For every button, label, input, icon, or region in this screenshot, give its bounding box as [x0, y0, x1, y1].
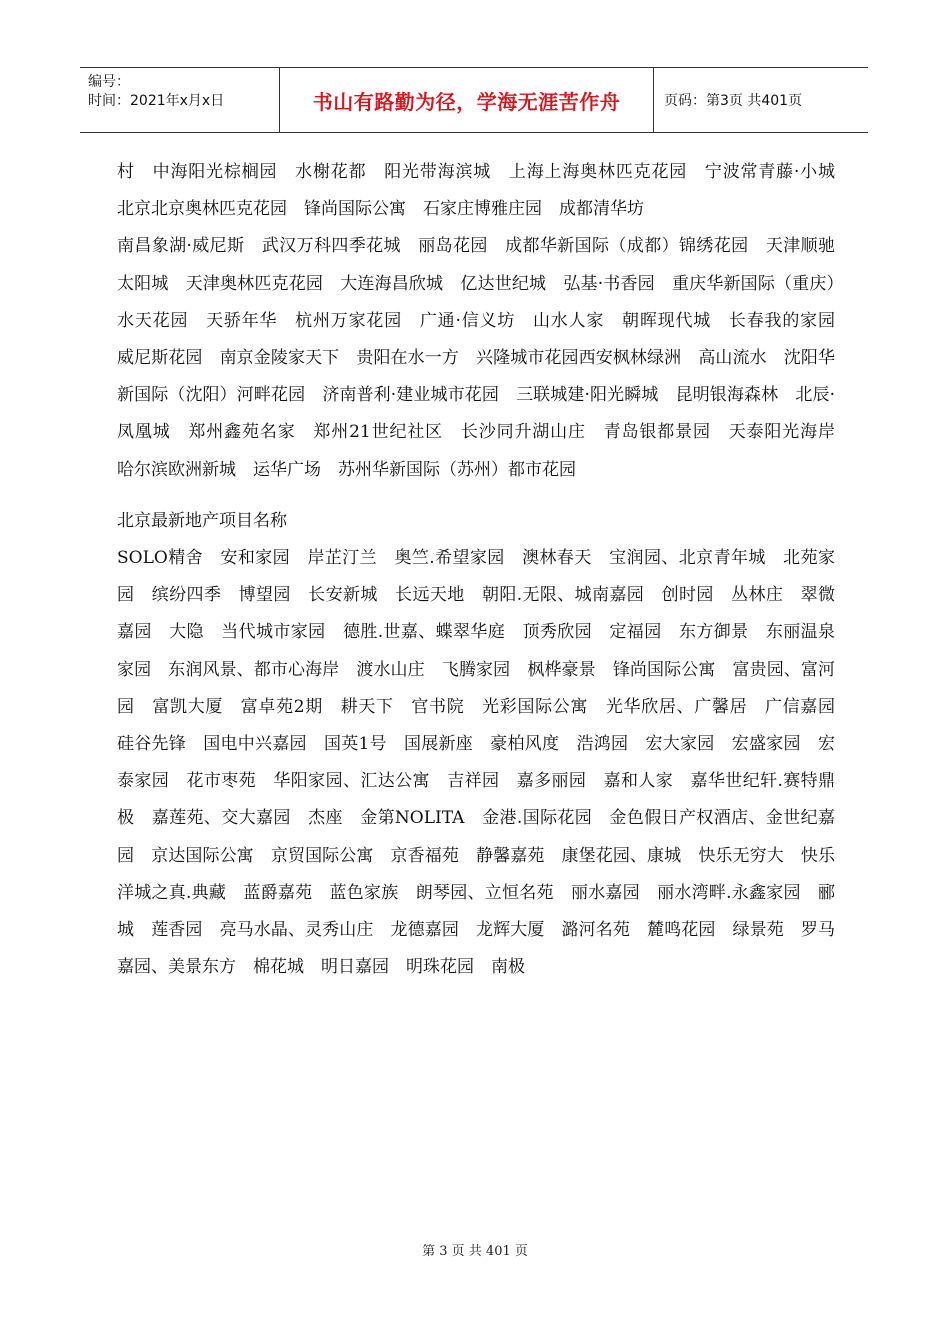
body-paragraph-3: SOLO精舍 安和家园 岸芷汀兰 奥竺.希望家园 澳林春天 宝润园、北京青年城 北苑家园 缤纷四季 博望园 长安新城 长远天地 朝阳.无限、城南嘉园 创时园 丛林庄 翠微嘉园 大隐 当代城市家园 德胜.世嘉、蝶翠华庭 顶秀欣园 定福园 东方御景 东丽温泉家园 东润风景、都市心海岸 渡水山庄 飞腾家园 枫桦豪景 锋尚国际公寓 富贵园、富河园 富凯大厦 富卓苑2期 耕天下 官书院 光彩国际公寓 光华欣居、广馨居 广信嘉园 硅谷先锋 国电中兴嘉园 国英1号 国展新座 豪柏风度 浩鸿园 宏大家园 宏盛家园 宏泰家园 花市枣苑 华阳家园、汇达公寓 吉祥园 嘉多丽园 嘉和人家 嘉华世纪轩.赛特鼎极 嘉莲苑、交大嘉园 杰座 金第NOLITA 金港.国际花园 金色假日产权酒店、金世纪嘉园 京达国际公寓 京贸国际公寓 京香福苑 静馨嘉苑 康堡花园、康城 快乐无穷大 快乐洋城之真.典藏 蓝爵嘉苑 蓝色家族 朗琴园、立恒名苑 丽水嘉园 丽水湾畔.永鑫家园 郦城 莲香园 亮马水晶、灵秀山庄 龙德嘉园 龙辉大厦 潞河名苑 麓鸣花园 绿景苑 罗马嘉园、美景东方 棉花城 明日嘉园 明珠花园 南极	[117, 548, 852, 978]
header-time-label: 时间：2021年x月x日	[88, 93, 225, 109]
header-motto: 书山有路勤为径，学海无涯苦作舟	[280, 68, 654, 132]
document-body	[117, 154, 852, 986]
document-header	[80, 67, 868, 133]
header-page-code: 页码：第3页 共401页	[664, 93, 803, 109]
body-paragraph-1: 村 中海阳光棕榈园 水榭花都 阳光带海滨城 上海上海奥林匹克花园 宁波常青藤·小城 北京北京奥林匹克花园 锋尚国际公寓 石家庄博雅庄园 成都清华坊	[117, 162, 852, 220]
header-meta	[80, 68, 280, 132]
section-heading: 北京最新地产项目名称	[117, 510, 287, 531]
body-paragraph-2: 南昌象湖·威尼斯 武汉万科四季花城 丽岛花园 成都华新国际（成都）锦绣花园 天津顺驰太阳城 天津奥林匹克花园 大连海昌欣城 亿达世纪城 弘基·书香园 重庆华新国际（重庆）水天花园 天骄年华 杭州万家花园 广通·信义坊 山水人家 朝晖现代城 长春我的家园 威尼斯花园 南京金陵家天下 贵阳在水一方 兴隆城市花园西安枫林绿洲 高山流水 沈阳华新国际（沈阳）河畔花园 济南普利·建业城市花园 三联城建·阳光瞬城 昆明银海森林 北辰·凤凰城 郑州鑫苑名家 郑州21世纪社区 长沙同升湖山庄 青岛银都景园 天泰阳光海岸 哈尔滨欧洲新城 运华广场 苏州华新国际（苏州）都市花园	[117, 236, 852, 480]
header-number-label: 编号：	[88, 74, 130, 90]
page-footer: 第 3 页 共 401 页	[422, 1244, 528, 1259]
